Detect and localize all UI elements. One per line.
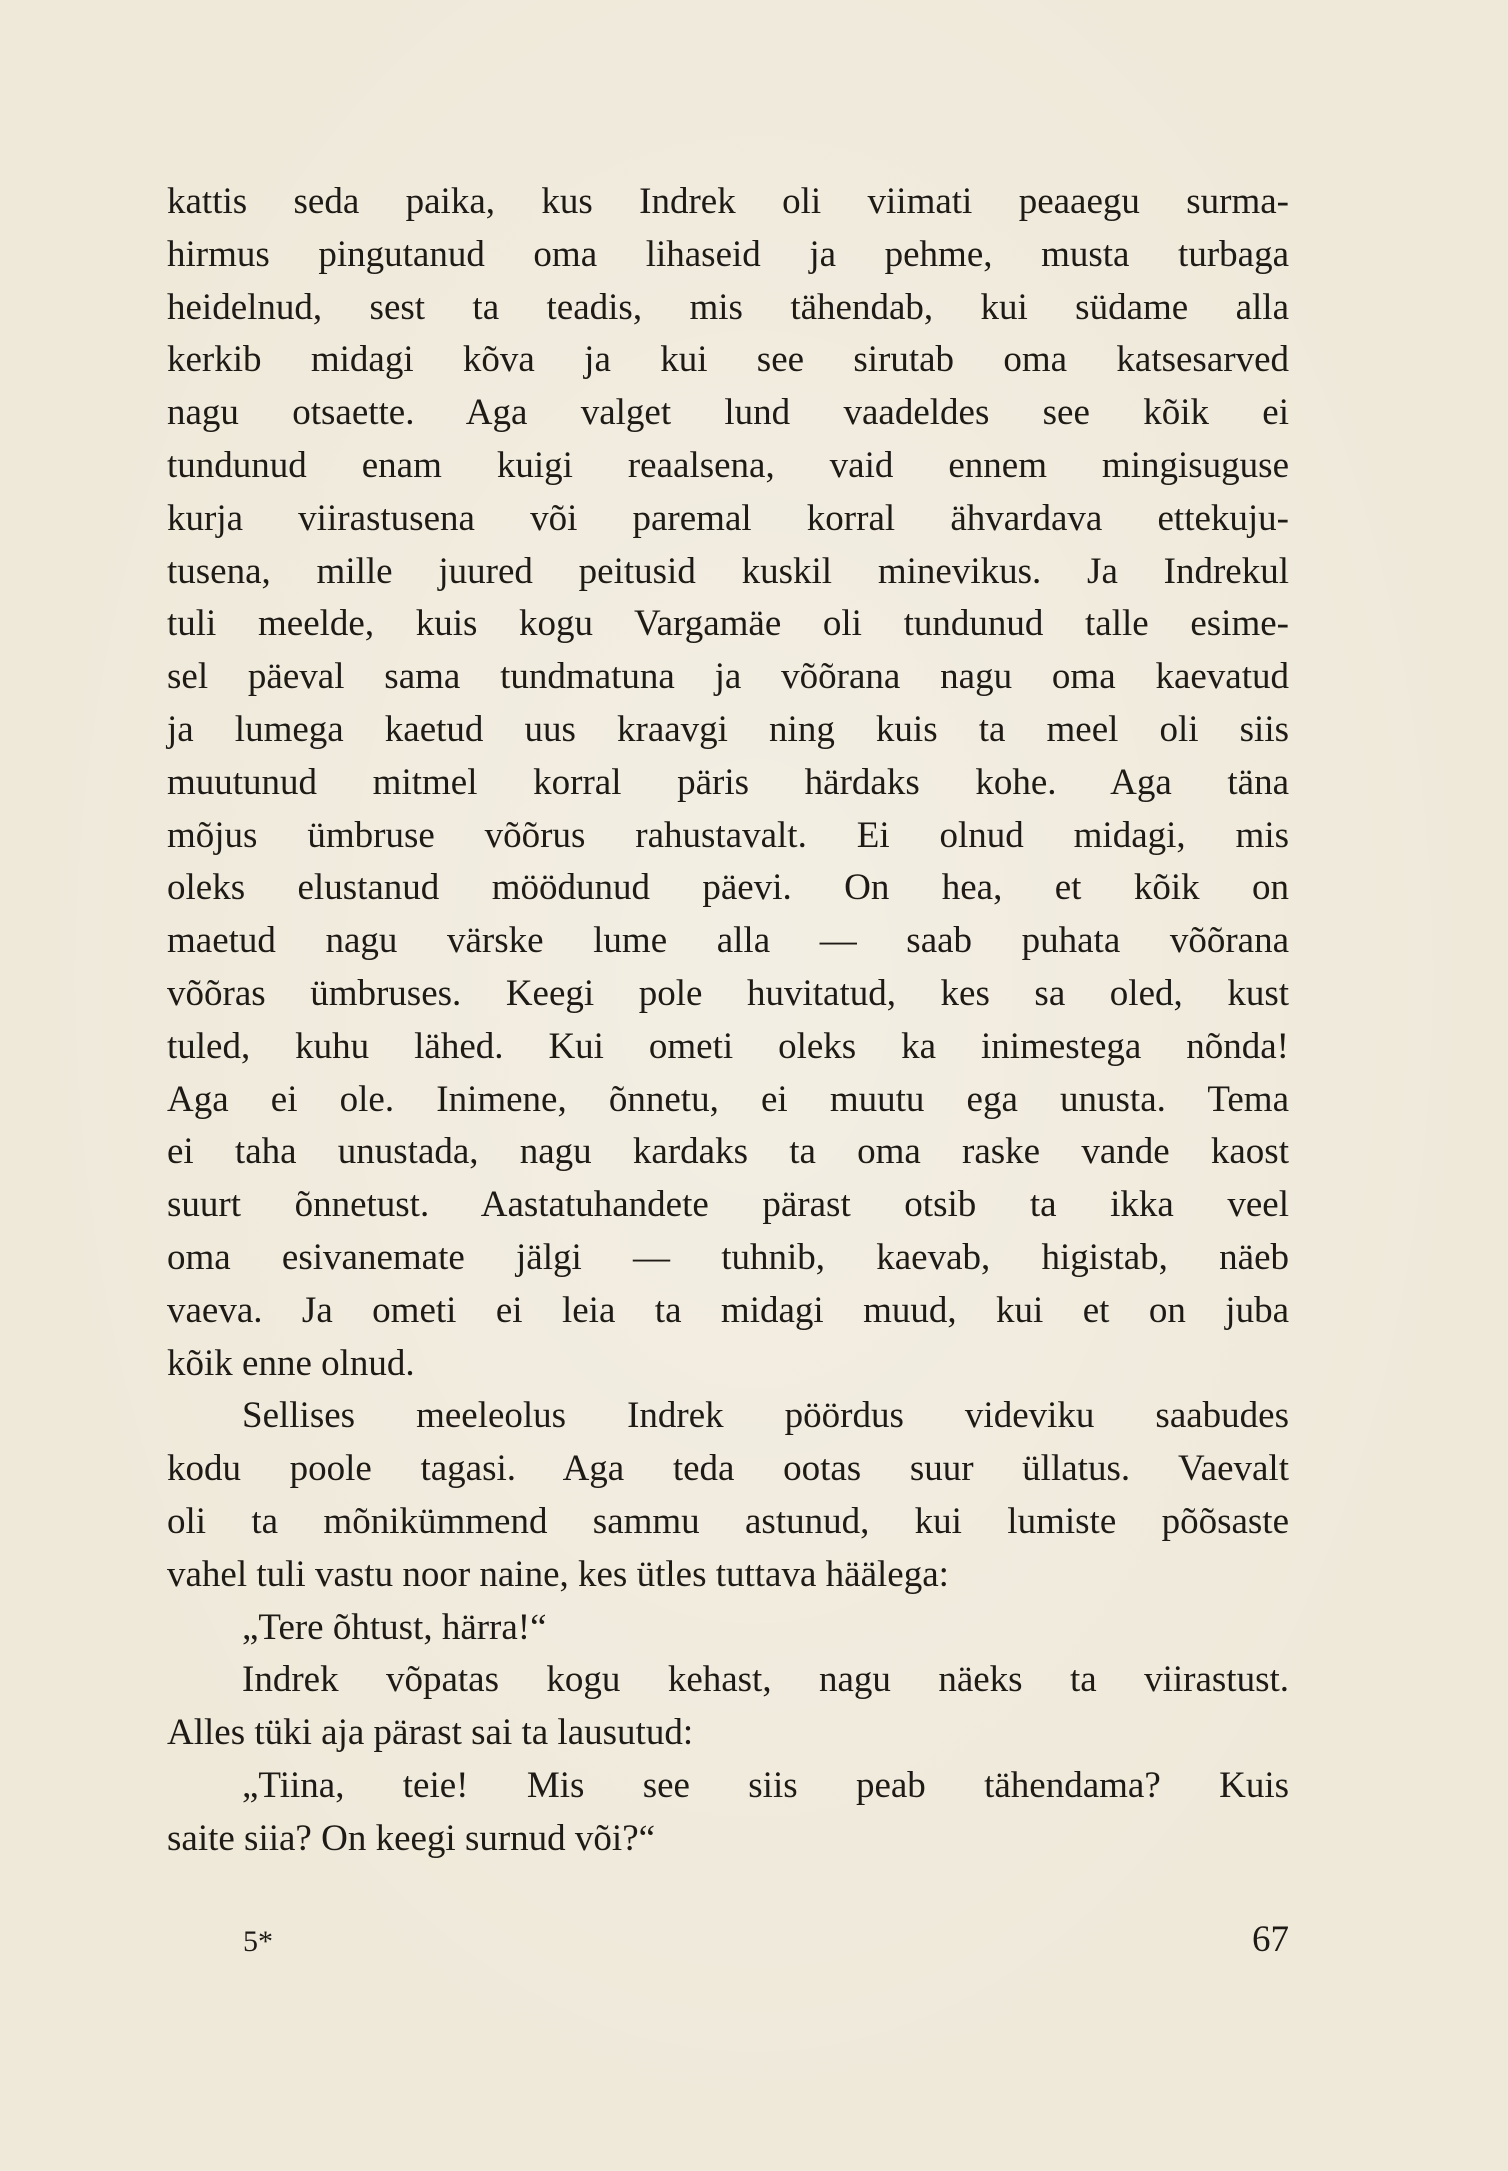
- text-line: tuli meelde, kuis kogu Vargamäe oli tundunud talle esime-: [167, 603, 1289, 645]
- text-line: kurja viirastusena või paremal korral ähvardava ettekuju-: [167, 497, 1289, 539]
- text-line: mõjus ümbruse võõrus rahustavalt. Ei olnud midagi, mis: [167, 814, 1289, 856]
- text-line: „Tiina, teie! Mis see siis peab tähendama? Kuis: [242, 1764, 1289, 1806]
- text-line: kõik enne olnud.: [167, 1342, 415, 1384]
- text-line: oleks elustanud möödunud päevi. On hea, et kõik on: [167, 867, 1289, 909]
- text-line: saite siia? On keegi surnud või?“: [167, 1817, 656, 1859]
- text-line: vaeva. Ja ometi ei leia ta midagi muud, kui et on juba: [167, 1289, 1289, 1331]
- text-line: tusena, mille juured peitusid kuskil minevikus. Ja Indrekul: [167, 550, 1289, 592]
- text-line: oli ta mõnikümmend sammu astunud, kui lumiste põõsaste: [167, 1500, 1289, 1542]
- text-line: hirmus pingutanud oma lihaseid ja pehme, musta turbaga: [167, 233, 1289, 275]
- text-line: tundunud enam kuigi reaalsena, vaid ennem mingisuguse: [167, 444, 1289, 486]
- text-line: kattis seda paika, kus Indrek oli viimati peaaegu surma-: [167, 181, 1289, 222]
- text-line: vahel tuli vastu noor naine, kes ütles tuttava häälega:: [167, 1553, 949, 1595]
- text-line: „Tere õhtust, härra!“: [242, 1606, 547, 1648]
- body-text: [167, 176, 1289, 1866]
- text-line: muutunud mitmel korral päris härdaks kohe. Aga täna: [167, 761, 1289, 803]
- text-line: suurt õnnetust. Aastatuhandete pärast otsib ta ikka veel: [167, 1184, 1289, 1226]
- text-line: tuled, kuhu lähed. Kui ometi oleks ka inimestega nõnda!: [167, 1025, 1289, 1067]
- page-number: 67: [1252, 1919, 1289, 1960]
- text-line: ei taha unustada, nagu kardaks ta oma raske vande kaost: [167, 1131, 1289, 1173]
- text-line: Alles tüki aja pärast sai ta lausutud:: [167, 1712, 694, 1754]
- text-line: heidelnud, sest ta teadis, mis tähendab, kui südame alla: [167, 286, 1289, 328]
- text-line: oma esivanemate jälgi — tuhnib, kaevab, higistab, näeb: [167, 1236, 1289, 1278]
- text-line: Aga ei ole. Inimene, õnnetu, ei muutu ega unusta. Tema: [167, 1078, 1289, 1120]
- text-line: võõras ümbruses. Keegi pole huvitatud, kes sa oled, kust: [167, 972, 1289, 1014]
- text-line: Sellises meeleolus Indrek pöördus videviku saabudes: [242, 1395, 1289, 1437]
- text-line: maetud nagu värske lume alla — saab puhata võõrana: [167, 920, 1289, 962]
- text-line: kerkib midagi kõva ja kui see sirutab oma katsesarved: [167, 339, 1289, 381]
- text-line: nagu otsaette. Aga valget lund vaadeldes see kõik ei: [167, 392, 1289, 434]
- text-line: Indrek võpatas kogu kehast, nagu näeks ta viirastust.: [242, 1659, 1289, 1701]
- sheet-signature: 5*: [243, 1925, 273, 1958]
- text-line: sel päeval sama tundmatuna ja võõrana nagu oma kaevatud: [167, 656, 1289, 698]
- text-line: kodu poole tagasi. Aga teda ootas suur üllatus. Vaevalt: [167, 1448, 1289, 1490]
- text-line: ja lumega kaetud uus kraavgi ning kuis ta meel oli siis: [167, 708, 1289, 750]
